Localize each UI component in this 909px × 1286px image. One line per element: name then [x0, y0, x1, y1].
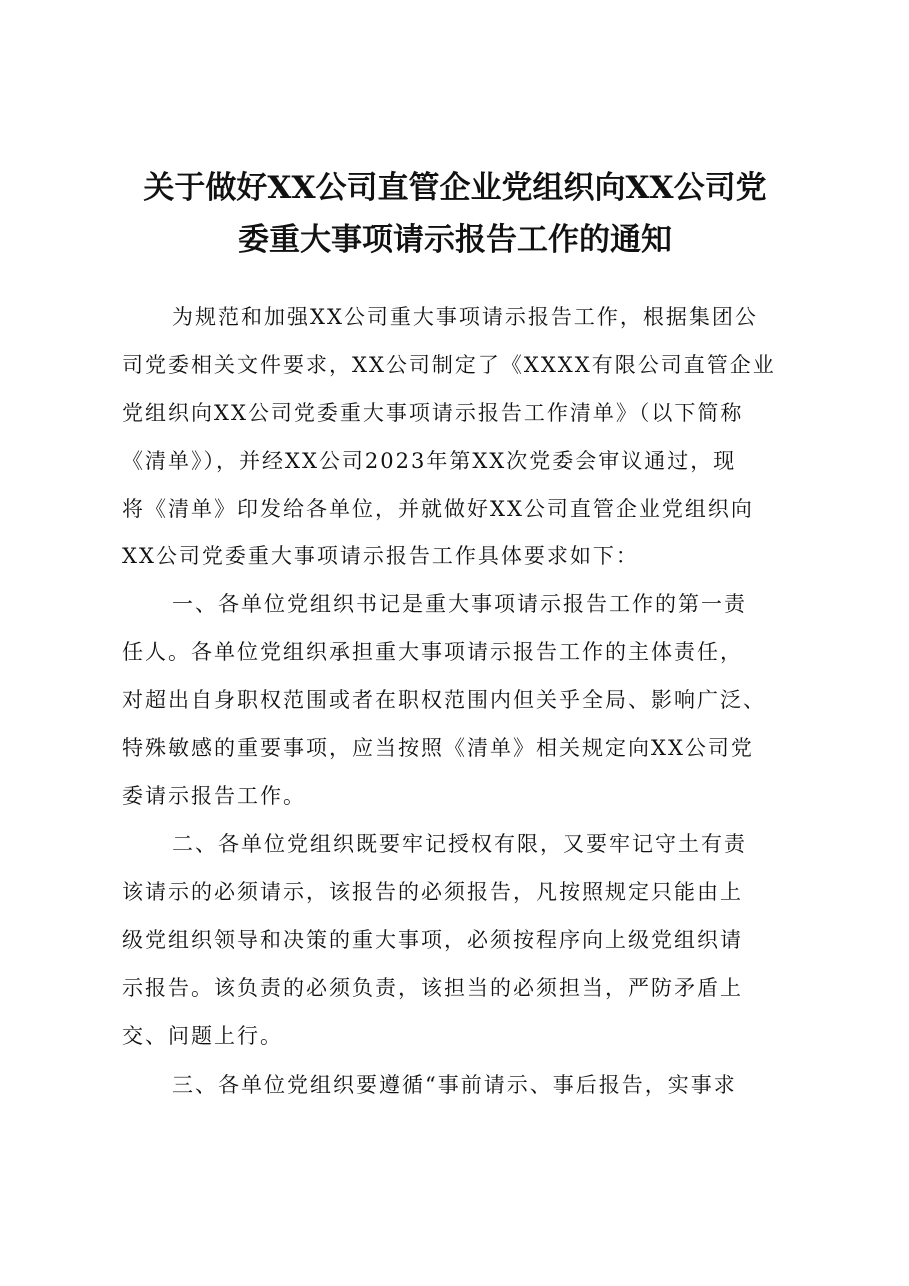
body-line-7: 一、各单位党组织书记是重大事项请示报告工作的第一责 [172, 592, 747, 616]
body-line-1: 为规范和加强XX公司重大事项请示报告工作，根据集团公 [172, 305, 758, 329]
body-line-17: 三、各单位党组织要遵循“事前请示、事后报告，实事求 [172, 1073, 737, 1097]
body-line-12: 二、各单位党组织既要牢记授权有限，又要牢记守土有责 [172, 832, 747, 856]
document-title-line-1: 关于做好XX公司直管企业党组织向XX公司党 [143, 170, 767, 206]
body-line-14: 级党组织领导和决策的重大事项，必须按程序向上级党组织请 [122, 928, 743, 952]
body-line-15: 示报告。该负责的必须负责，该担当的必须担当，严防矛盾上 [122, 976, 743, 1000]
body-line-6: XX公司党委重大事项请示报告工作具体要求如下： [122, 544, 639, 568]
body-line-11: 委请示报告工作。 [122, 784, 306, 808]
body-line-4: 《清单》），并经XX公司2023年第XX次党委会审议通过，现 [122, 449, 737, 473]
body-line-16: 交、问题上行。 [122, 1024, 283, 1048]
body-line-9: 对超出自身职权范围或者在职权范围内但关乎全局、影响广泛、 [122, 688, 766, 712]
body-line-13: 该请示的必须请示，该报告的必须报告，凡按照规定只能由上 [122, 880, 743, 904]
body-line-2: 司党委相关文件要求，XX公司制定了《XXXX有限公司直管企业 [122, 353, 776, 377]
body-line-3: 党组织向XX公司党委重大事项请示报告工作清单》（以下简称 [122, 401, 744, 425]
body-line-10: 特殊敏感的重要事项，应当按照《清单》相关规定向XX公司党 [122, 736, 754, 760]
body-line-8: 任人。各单位党组织承担重大事项请示报告工作的主体责任， [122, 640, 743, 664]
body-line-5: 将《清单》印发给各单位，并就做好XX公司直管企业党组织向 [122, 497, 754, 521]
document-title-line-2: 委重大事项请示报告工作的通知 [238, 222, 672, 258]
